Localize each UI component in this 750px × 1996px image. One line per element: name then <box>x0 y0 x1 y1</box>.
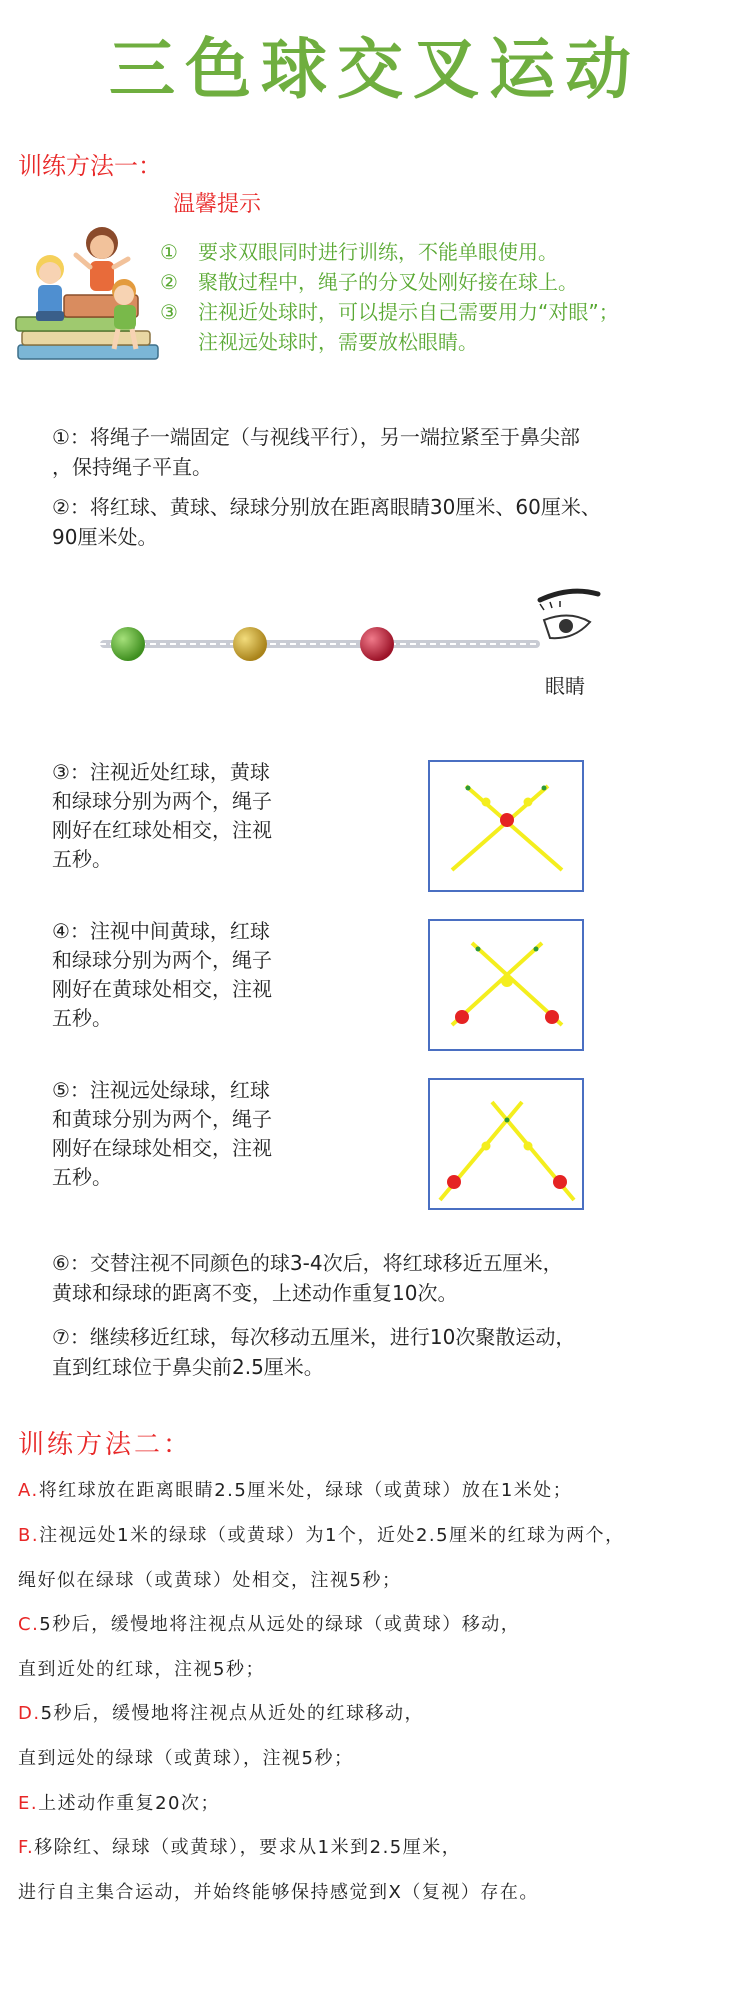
step-4-line: 刚好在黄球处相交，注视 <box>52 977 272 1001</box>
step-3-line: 五秒。 <box>52 847 112 871</box>
method2-text: 进行自主集合运动，并始终能够保持感觉到X（复视）存在。 <box>18 1882 539 1903</box>
tips-title: 温馨提示 <box>173 192 262 217</box>
tip-3 <box>160 297 619 327</box>
step-3-line: 和绿球分别为两个，绳子 <box>52 789 272 813</box>
method2-text: 直到远处的绿球（或黄球），注视5秒； <box>18 1748 354 1769</box>
step-4-line: 五秒。 <box>52 1006 112 1030</box>
red-ball <box>360 627 394 661</box>
method2-line <box>18 1745 353 1773</box>
step-5-line: 和黄球分别为两个，绳子 <box>52 1107 272 1131</box>
method2-line <box>18 1790 220 1818</box>
step-3-line: ③：注视近处红球，黄球 <box>52 760 270 784</box>
step-4-line: ④：注视中间黄球，红球 <box>52 919 270 943</box>
step-4-line: 和绿球分别为两个，绳子 <box>52 948 272 972</box>
step-5-line: ⑤：注视远处绿球，红球 <box>52 1078 270 1102</box>
method2-letter: E. <box>18 1793 39 1814</box>
tip-1-number: ① <box>160 240 178 264</box>
children-reading-illustration <box>14 225 174 375</box>
method2-line <box>18 1522 625 1550</box>
step-1-line-2: ，保持绳子平直。 <box>52 455 212 479</box>
eye-icon <box>540 591 598 638</box>
method2-text: 将红球放在距离眼睛2.5厘米处，绿球（或黄球）放在1米处； <box>38 1480 573 1501</box>
method2-text: 5秒后，缓慢地将注视点从近处的红球移动， <box>40 1703 425 1724</box>
method2-letter: C. <box>18 1614 40 1635</box>
method2-letter: F. <box>18 1837 35 1858</box>
tip-2-text: 聚散过程中，绳子的分叉处刚好接在球上。 <box>198 270 578 294</box>
step-1-line-1: ①：将绳子一端固定（与视线平行），另一端拉紧至于鼻尖部 <box>52 425 580 449</box>
eye-label: 眼睛 <box>545 674 585 698</box>
step-4-diagram <box>428 919 584 1051</box>
tip-4 <box>160 327 478 357</box>
step-6-line-2: 黄球和绿球的距离不变，上述动作重复10次。 <box>52 1281 458 1305</box>
tip-3-number: ③ <box>160 300 178 324</box>
method2-line <box>18 1656 265 1684</box>
method2-letter: A. <box>18 1480 39 1501</box>
green-ball <box>111 627 145 661</box>
method2-text: 直到近处的红球，注视5秒； <box>18 1659 265 1680</box>
step-3-text <box>52 758 322 874</box>
method2-text: 注视远处1米的绿球（或黄球）为1个，近处2.5厘米的红球为两个， <box>39 1525 625 1546</box>
method2-line <box>18 1611 520 1639</box>
tip-3-text: 注视近处球时，可以提示自己需要用力“对眼”； <box>198 300 619 324</box>
tip-2-number: ② <box>160 270 178 294</box>
method2-line <box>18 1567 401 1595</box>
tip-4-text: 注视远处球时，需要放松眼睛。 <box>198 330 478 354</box>
tip-1-text: 要求双眼同时进行训练，不能单眼使用。 <box>198 240 558 264</box>
method2-letter: B. <box>18 1525 40 1546</box>
step-2-line-2: 90厘米处。 <box>52 525 158 549</box>
method2-line <box>18 1834 461 1862</box>
method2-text: 5秒后，缓慢地将注视点从远处的绿球（或黄球）移动， <box>39 1614 521 1635</box>
method1-title: 训练方法一： <box>18 152 162 180</box>
method2-line <box>18 1477 572 1505</box>
step-5-line: 五秒。 <box>52 1165 112 1189</box>
step-7-line-1: ⑦：继续移近红球，每次移动五厘米，进行10次聚散运动， <box>52 1325 576 1349</box>
step-2-line-1: ②：将红球、黄球、绿球分别放在距离眼睛30厘米、60厘米、 <box>52 495 601 519</box>
step-3-diagram <box>428 760 584 892</box>
method2-title: 训练方法二： <box>18 1430 193 1460</box>
step-7-line-2: 直到红球位于鼻尖前2.5厘米。 <box>52 1355 324 1379</box>
rope-balls-diagram <box>100 580 620 670</box>
step-4-text <box>52 917 322 1033</box>
step-5-diagram <box>428 1078 584 1210</box>
method2-text: 绳好似在绿球（或黄球）处相交，注视5秒； <box>18 1570 402 1591</box>
method2-text: 移除红、绿球（或黄球），要求从1米到2.5厘米， <box>34 1837 462 1858</box>
step-5-text <box>52 1076 322 1192</box>
method2-text: 上述动作重复20次； <box>38 1793 221 1814</box>
tip-2 <box>160 267 578 297</box>
method2-line <box>18 1700 424 1728</box>
step-5-line: 刚好在绿球处相交，注视 <box>52 1136 272 1160</box>
step-3-line: 刚好在红球处相交，注视 <box>52 818 272 842</box>
page-title: 三色球交叉运动 <box>109 31 641 108</box>
method2-letter: D. <box>18 1703 41 1724</box>
method2-line <box>18 1879 539 1907</box>
step-6-line-1: ⑥：交替注视不同颜色的球3-4次后，将红球移近五厘米， <box>52 1251 563 1275</box>
tip-1 <box>160 237 558 267</box>
yellow-ball <box>233 627 267 661</box>
